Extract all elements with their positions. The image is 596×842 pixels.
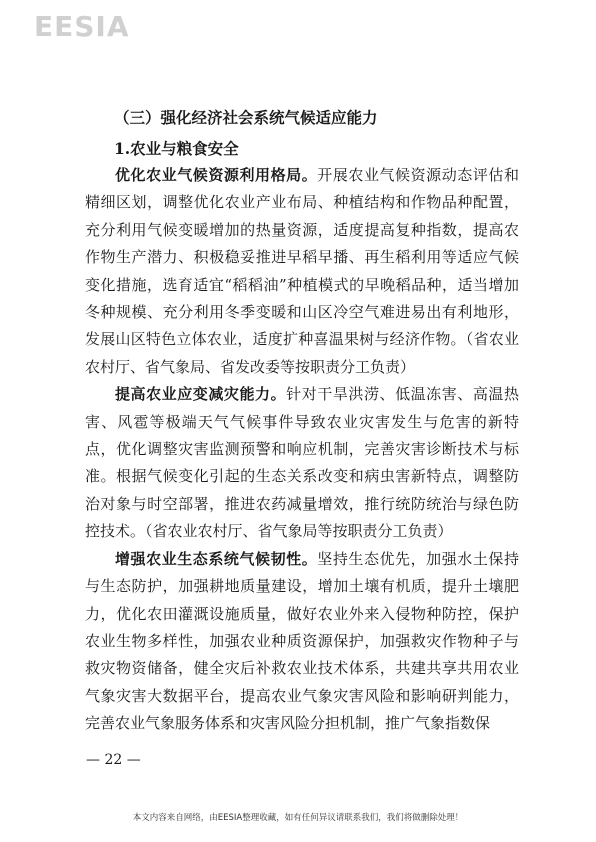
body-text	[85, 162, 519, 738]
paragraph	[85, 546, 519, 738]
paragraph	[85, 381, 519, 545]
paragraph	[85, 162, 519, 381]
paragraph-lead: 优化农业气候资源利用格局。	[115, 166, 318, 184]
paragraph-lead: 增强农业生态系统气候韧性。	[115, 549, 318, 568]
sub-heading: 1.农业与粮食安全	[114, 139, 239, 158]
page-number: — 22 —	[86, 752, 141, 768]
section-heading: （三）强化经济社会系统气候适应能力	[114, 108, 378, 127]
paragraph-lead: 提高农业应变减灾能力。	[115, 385, 287, 404]
paragraph-text: 开展农业气候资源动态评估和精细区划，调整优化农业产业布局、种植结构和作物品种配置，充分利用气候变暖增加的热量资源，适度提高复种指数，提高农作物生产潜力、积极稳妥推进早稻早播、再生稻利用等适应气候变化措施，选育适宜“稻稻油”种植模式的早晚稻品种，适当增加冬种规模、充分利用冬季变暖和山区冷空气难进易出有利地形，发展山区特色立体农业，适度扩种喜温果树与经济作物。（省农业农村厅、省气象局、省发改委等按职责分工负责）	[85, 166, 519, 376]
paragraph-text: 针对干旱洪涝、低温冻害、高温热害、风雹等极端天气气候事件导致农业灾害发生与危害的新特点，优化调整灾害监测预警和响应机制，完善灾害诊断技术与标准。根据气候变化引起的生态关系改变和病虫害新特点，调整防治对象与时空部署，推进农药减量增效，推行统防统治与绿色防控技术。（省农业农村厅、省气象局等按职责分工负责）	[85, 385, 519, 541]
footer-disclaimer: 本文内容来自网络，由EESIA整理收藏，如有任何异议请联系我们，我们将做删除处理！	[132, 813, 464, 823]
eesia-watermark-logo: EESIA	[34, 10, 130, 43]
paragraph-text: 坚持生态优先，加强水土保持与生态防护，加强耕地质量建设，增加土壤有机质，提升土壤肥力，优化农田灌溉设施质量，做好农业外来入侵物种防控，保护农业生物多样性，加强农业种质资源保护，加强救灾作物种子与救灾物资储备，健全灾后补救农业技术体系，共建共享共用农业气象灾害大数据平台，提高农业气象灾害风险和影响研判能力，完善农业气象服务体系和灾害风险分担机制，推广气象指数保	[85, 549, 519, 733]
